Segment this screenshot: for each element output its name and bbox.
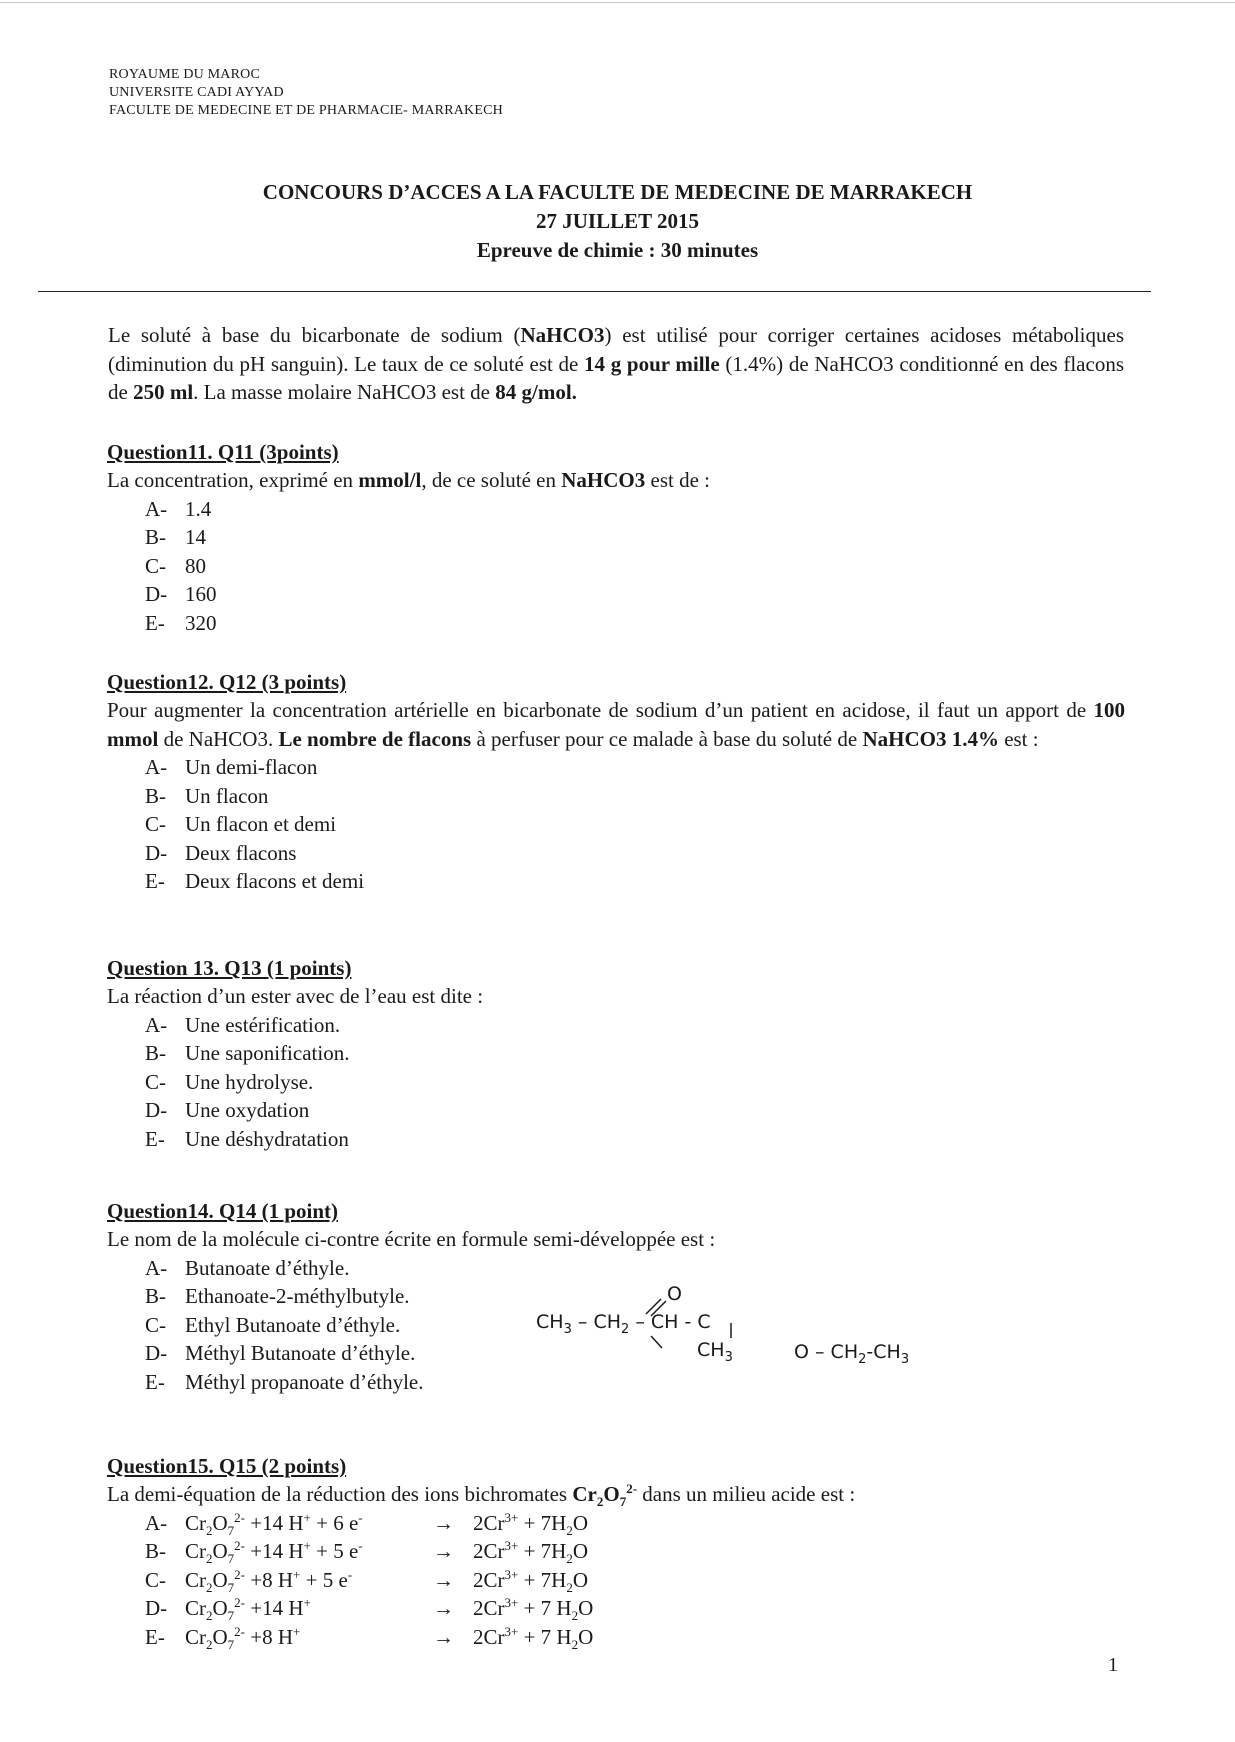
answer-options: [107, 753, 1125, 896]
arrow-icon: →: [433, 1596, 454, 1620]
answer-option[interactable]: [107, 1623, 1125, 1652]
equation-left: E- $Cr_2O_7^{2-} +8$ H+: [145, 1623, 301, 1652]
equation-left: A- $Cr_2O_7^{2-} +14$ H+ + 6 e-: [145, 1509, 363, 1538]
answer-option[interactable]: D- 160: [145, 582, 217, 606]
answer-option[interactable]: C- 80: [145, 553, 206, 578]
answer-option[interactable]: B- 14: [145, 525, 206, 549]
question-text: Pour augmenter la concentration artérielle en bicarbonate de sodium d’un patient en acidose, il faut un apport de 100 mmol de NaHCO3. Le nombre de flacons à perfuser pour ce malade à base du soluté de NaHCO3 1.4% est :: [107, 698, 1125, 751]
arrow-icon: →: [433, 1624, 454, 1649]
equation-right: $2Cr^{3+} + 7$ $H_2O$: [473, 1623, 594, 1652]
arrow-icon: →: [433, 1539, 454, 1563]
molecule-ester-group: O – $CH_2-CH_3$: [794, 1341, 910, 1367]
answer-option[interactable]: E- 320: [145, 610, 217, 635]
answer-option[interactable]: D- Une oxydation: [145, 1098, 310, 1122]
question-text: La concentration, exprimé en mmol/l, de ce soluté en NaHCO3 est de :: [107, 468, 710, 492]
exam-title: CONCOURS D’ACCES A LA FACULTE DE MEDECINE DE MARRAKECH: [262, 180, 973, 204]
exam-date: 27 JUILLET 2015: [536, 209, 699, 233]
answer-option[interactable]: C- Un flacon et demi: [145, 812, 337, 836]
answer-option[interactable]: [107, 1566, 1125, 1595]
molecule-main-chain: $CH_3 - CH_2$ – CH - C: [536, 1311, 711, 1337]
answer-option[interactable]: E- Deux flacons et demi: [145, 869, 365, 893]
question-text: La réaction d’un ester avec de l’eau est dite :: [107, 984, 484, 1008]
answer-option[interactable]: A- Un demi-flacon: [145, 755, 318, 779]
question-title: Question14. Q14 (1 point): [107, 1199, 339, 1223]
answer-option[interactable]: C- Une hydrolyse.: [145, 1069, 314, 1094]
answer-option[interactable]: D- Méthyl Butanoate d’éthyle.: [145, 1341, 416, 1365]
equation-left: D- $Cr_2O_7^{2-} +14$ H+: [145, 1595, 311, 1624]
answer-option[interactable]: D- Deux flacons: [145, 840, 297, 865]
molecule-methyl-branch: $CH_3$: [697, 1339, 733, 1365]
question-title: Question 13. Q13 (1 points): [107, 956, 352, 980]
answer-options: [107, 1011, 1125, 1154]
exam-title-block: [110, 178, 1125, 265]
equation-right: $2Cr^{3+} + 7$ $H_2O$: [473, 1595, 594, 1624]
answer-option[interactable]: B- Un flacon: [145, 783, 269, 808]
question-11: [107, 438, 1125, 637]
answer-option[interactable]: A- Butanoate d’éthyle.: [145, 1255, 350, 1280]
answer-option[interactable]: E- Une déshydratation: [145, 1126, 349, 1151]
equation-right: $2Cr^{3+} + 7H_2O$: [473, 1538, 589, 1567]
exam-subtitle: Epreuve de chimie : 30 minutes: [476, 238, 759, 262]
molecule-structure: [530, 1283, 990, 1393]
arrow-icon: →: [433, 1510, 454, 1535]
intro-paragraph: Le soluté à base du bicarbonate de sodium (NaHCO3) est utilisé pour corriger certaines acidoses métaboliques (diminution du pH sanguin). Le taux de ce soluté est de 14 g pour mille (1.4%) de NaHCO3 conditionné en des flacons de 250 ml. La masse molaire NaHCO3 est de 84 g/mol.: [108, 323, 1125, 404]
equation-right: $2Cr^{3+} + 7H_2O$: [473, 1509, 589, 1538]
answer-option[interactable]: B- Ethanoate-2-méthylbutyle.: [145, 1284, 410, 1308]
answer-option[interactable]: C- Ethyl Butanoate d’éthyle.: [145, 1312, 401, 1337]
answer-option[interactable]: [107, 1537, 1125, 1566]
institution-header: [109, 66, 503, 120]
equation-left: C- $Cr_2O_7^{2-} +8$ H+ + 5 e-: [145, 1566, 353, 1595]
question-title: Question15. Q15 (2 points): [107, 1454, 347, 1478]
question-15: [107, 1452, 1125, 1651]
question-title: Question12. Q12 (3 points): [107, 670, 347, 694]
answer-option[interactable]: E- Méthyl propanoate d’éthyle.: [145, 1369, 424, 1394]
question-12: [107, 668, 1125, 896]
institution-line: UNIVERSITE CADI AYYAD: [109, 85, 284, 100]
institution-line: ROYAUME DU MAROC: [109, 67, 260, 82]
page-number: 1: [1108, 1654, 1118, 1676]
answer-option[interactable]: [107, 1509, 1125, 1538]
scan-top-edge: [0, 2, 1235, 3]
equation-left: B- $Cr_2O_7^{2-} +14$ H+ + 5 e-: [145, 1538, 363, 1567]
answer-option[interactable]: B- Une saponification.: [145, 1041, 350, 1065]
question-13: [107, 954, 1125, 1153]
molecule-carbonyl-oxygen: O: [667, 1283, 682, 1305]
question-title: Question11. Q11 (3points): [107, 440, 339, 464]
header-divider: [38, 291, 1151, 292]
question-text: Le nom de la molécule ci-contre écrite en formule semi-développée est :: [107, 1227, 716, 1251]
question-text: La demi-équation de la réduction des ions bichromates $Cr_2O_7^{2-}$ dans un milieu acide est :: [107, 1481, 856, 1510]
institution-line: FACULTE DE MEDECINE ET DE PHARMACIE- MARRAKECH: [109, 103, 503, 118]
molecule-bonds: [530, 1283, 990, 1393]
arrow-icon: →: [433, 1567, 454, 1592]
answer-option[interactable]: [107, 1594, 1125, 1623]
equation-right: $2Cr^{3+} + 7H_2O$: [473, 1566, 589, 1595]
answer-option[interactable]: A- 1.4: [145, 496, 212, 521]
answer-option[interactable]: A- Une estérification.: [145, 1012, 341, 1037]
single-bond-line: [651, 1336, 662, 1348]
answer-options: [107, 495, 1125, 638]
